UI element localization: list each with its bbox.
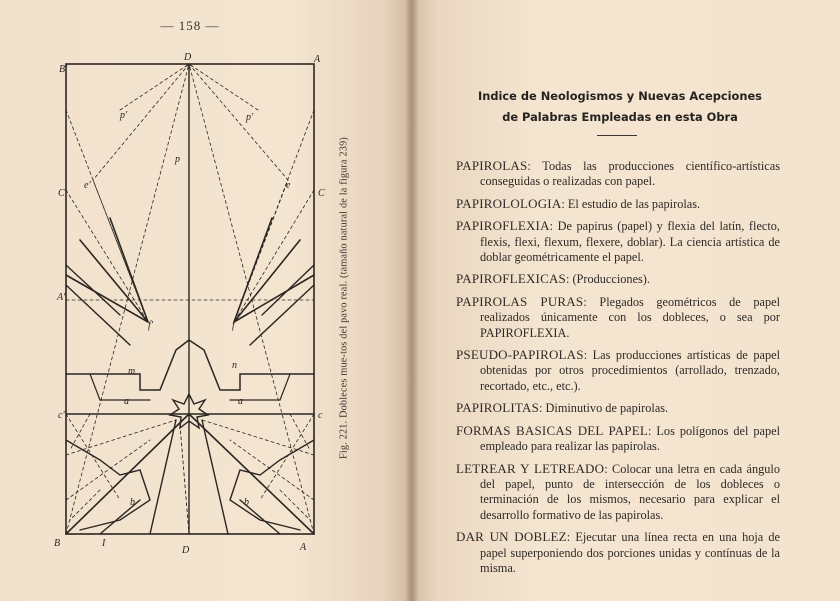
figure-label: b [244,497,249,508]
book-gutter [405,0,419,601]
glossary-term: LETREAR Y LETREADO [456,460,605,476]
title-divider [597,135,637,136]
figure-label: c [318,410,323,421]
glossary-entry [456,218,780,265]
glossary-definition: : El estudio de las papirolas. [561,196,701,211]
figure-label: C [318,188,325,199]
index-title [470,86,770,128]
glossary-term: PAPIROLOLOGIA [456,195,562,211]
glossary-term: PAPIROLAS PURAS [456,293,584,309]
figure-label: p [175,154,180,165]
figure-label: a [238,396,243,407]
glossary-entry [456,400,780,416]
figure-label: D [184,52,192,63]
figure-label: B' [59,64,68,75]
glossary-term: FORMAS BASICAS DEL PAPEL [456,422,648,438]
figure-label: C' [58,188,67,199]
glossary-entry [456,271,780,287]
glossary-entry [456,347,780,394]
figure-label: n [232,360,237,371]
glossary-entry [456,529,780,576]
glossary-definition: : Los polígonos del papel empleado para realizar las papirolas. [480,423,780,454]
glossary-entry [456,461,780,524]
figure-label: D [182,545,190,556]
glossary-term: PSEUDO-PAPIROLAS [456,347,584,363]
glossary-entry [456,158,780,190]
figure-label: A [314,54,321,65]
glossary-definition: : Colocar una letra en cada ángulo del papel, punto de intersección de los dobleces o terminación de los mismos, necesario para explicar el desarrollo formativo de las papirolas. [480,461,780,522]
figure-label: e' [84,180,91,191]
glossary-definition: : Ejecutar una línea recta en una hoja de papel superponiendo dos porciones unidas y contínuas de la misma. [480,530,780,575]
glossary-definition: : Todas las producciones científico-artísticas conseguidas o realizadas con papel. [480,159,780,189]
glossary-definition: : (Producciones). [565,272,650,287]
glossary-term: PAPIROLAS [456,158,528,173]
figure-label: A' [57,292,66,303]
figure-label: a [124,396,129,407]
glossary-entry [456,294,780,341]
glossary-term: PAPIROFLEXIA [456,218,550,234]
figure-label: f' [148,320,153,331]
left-page [0,0,412,601]
figure-label: f [232,320,235,331]
glossary-entry [456,423,780,455]
glossary-term: PAPIROLITAS [456,400,540,416]
glossary-list [456,158,780,582]
figure-label: e [286,180,291,191]
glossary-term: PAPIROFLEXICAS [456,271,566,287]
glossary-definition: : Las producciones artísticas de papel obtenidas por otros procedimientos (arrollado, trenzado, recortado, etc., etc.). [480,348,780,393]
page-number: — 158 — [160,18,220,33]
figure-label: c' [58,410,65,421]
figure-caption [337,128,351,468]
index-title-line-2: de Palabras Empleadas en esta Obra [502,110,738,124]
glossary-definition: : Plegados geométricos de papel realizados únicamente con los dobleces, o sea por PAPIROFLEXIA. [480,294,781,340]
figure-label: B [54,538,61,549]
figure-label: p' [120,110,128,121]
glossary-entry [456,196,780,212]
figure-caption-text: Fig. 221. Dobleces mue‑tos del pavo real. (tamaño natural de la figura 239) [338,137,350,459]
figure-label: A [300,542,307,553]
glossary-definition: : De papirus (papel) y flexia del latín, flecto, flexis, flexi, flexum, flexere, doblar). La ciencia artística de doblar geométricamente el papel. [480,219,780,265]
glossary-definition: : Diminutivo de papirolas. [539,401,669,416]
figure-label: I [102,538,106,549]
glossary-term: DAR UN DOBLEZ [456,529,567,545]
figure-label: b [130,497,135,508]
figure-label: m [128,366,136,377]
figure-label: p' [246,112,254,123]
index-title-line-1: Indice de Neologismos y Nuevas Acepciones [478,89,762,103]
